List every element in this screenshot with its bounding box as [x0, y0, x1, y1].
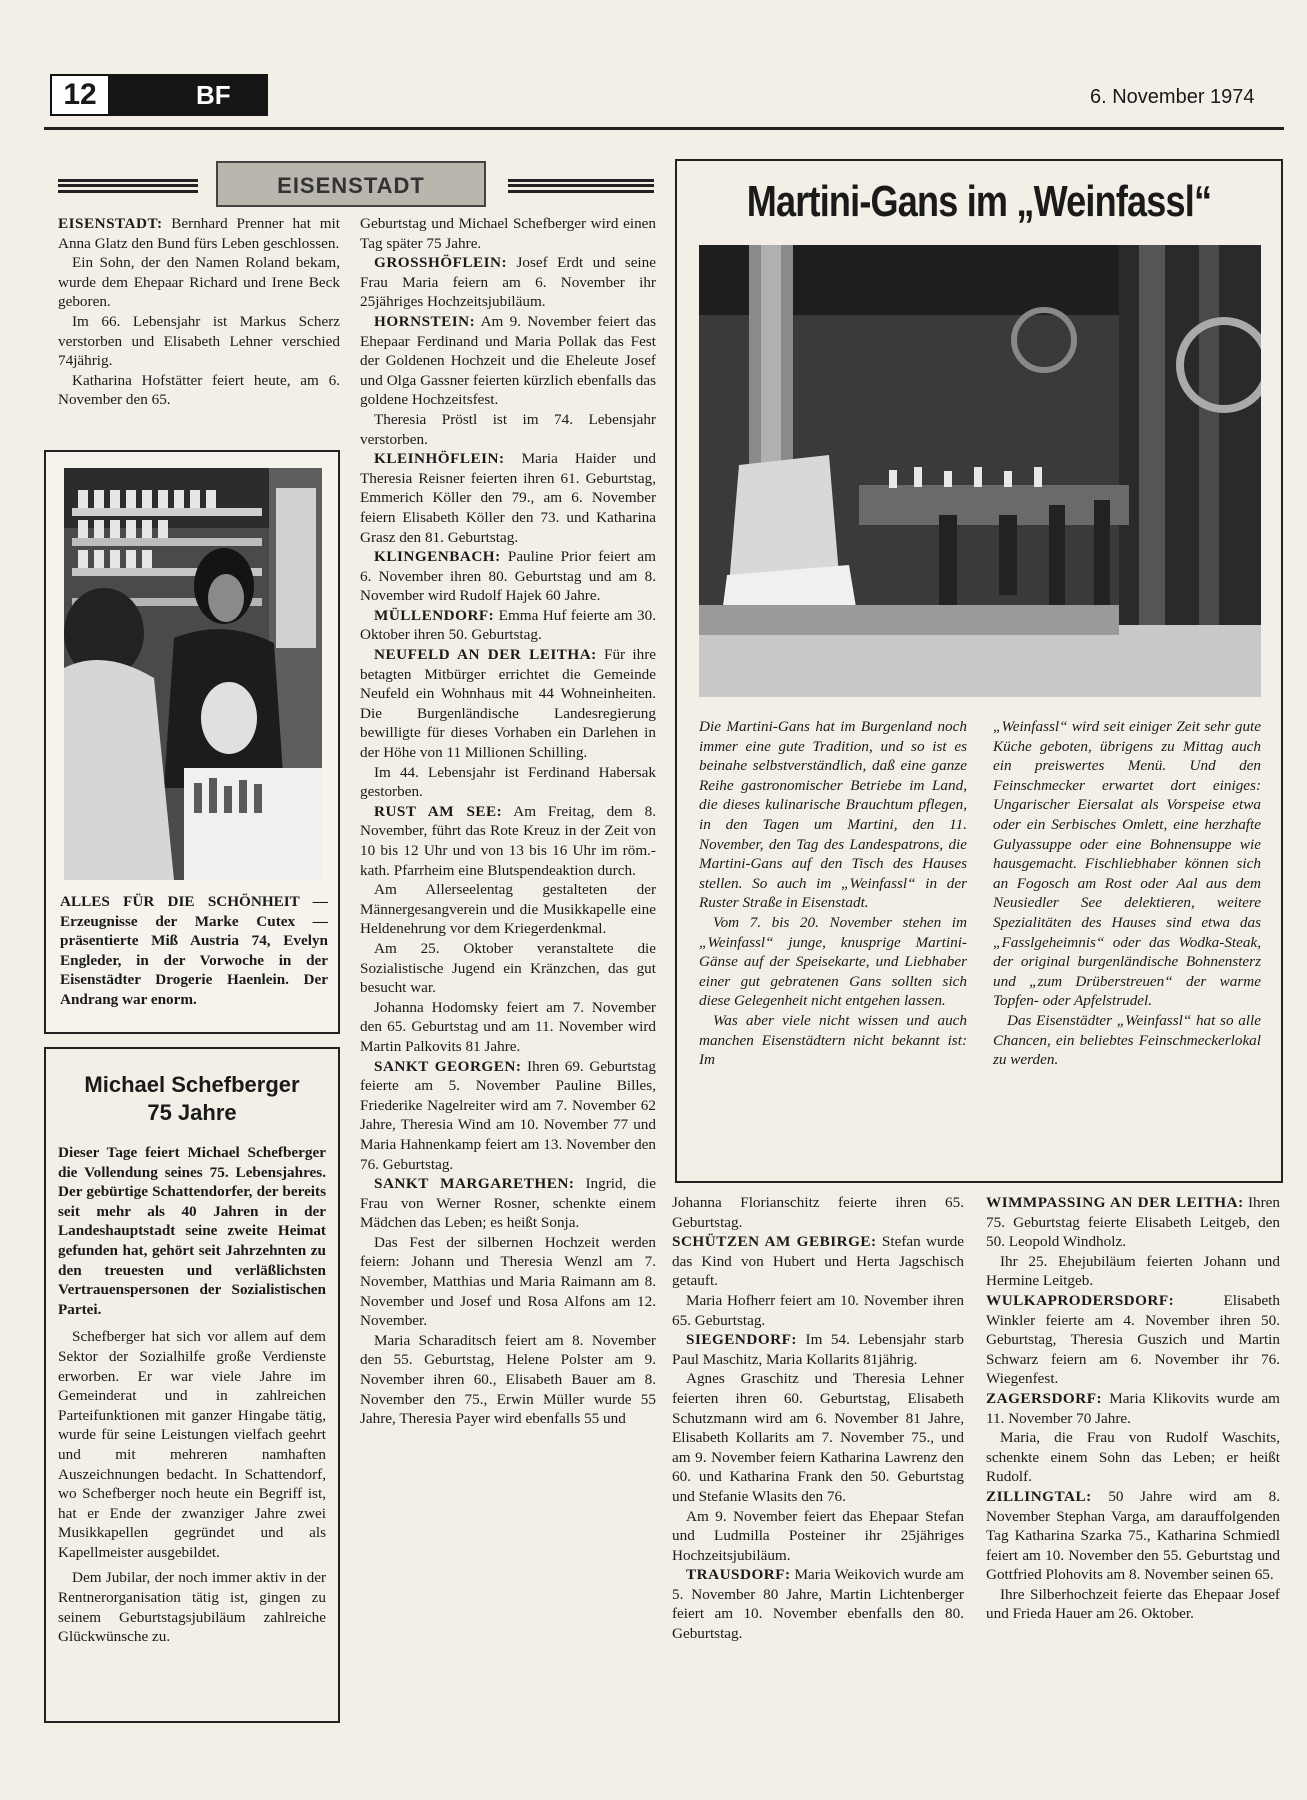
- weinfassl-photo: [699, 245, 1261, 697]
- article-paragraph: Theresia Pröstl ist im 74. Lebensjahr verstorben.: [360, 410, 656, 448]
- drogerie-photo-box: [44, 450, 340, 1034]
- article-paragraph: SANKT GEORGEN: Ihren 69. Geburtstag feierte am 5. November Pauline Billes, Friederike Nagelreiter wird am 7. November 62 Jahre, Theresia Wind am 10. November 77 und Maria Hahnenkamp feiert am 13. November den 76. Geburtstag.: [360, 1057, 656, 1173]
- article-paragraph: WIMMPASSING AN DER LEITHA: Ihren 75. Geburtstag feierte Elisabeth Leitgeb, den 50. Leopold Windholz.: [986, 1194, 1280, 1251]
- article-paragraph: MÜLLENDORF: Emma Huf feierte am 30. Oktober ihren 50. Geburtstag.: [360, 606, 656, 644]
- article-paragraph: ZILLINGTAL: 50 Jahre wird am 8. November Stephan Varga, am darauffolgenden Tag Katharina Szarka 75., Katharina Schmiedl feiert am 10. November den 55. Geburtstag und Gottfried Plohovits am 8. November seinen 65.: [986, 1487, 1280, 1584]
- article-paragraph: Maria Scharaditsch feiert am 8. November den 55. Geburtstag, Helene Polster am 9. November ihren 60., Elisabeth Bauer am 8. November den 75., Erwin Müller wurde 55 Jahre, Theresia Payer wird ebenfalls 55 und: [360, 1331, 656, 1428]
- article-paragraph: Johanna Hodomsky feiert am 7. November den 65. Geburtstag und am 11. November wird Martin Palkovits 81 Jahre.: [360, 998, 656, 1055]
- schefberger-headline: [58, 1071, 326, 1127]
- issue-date: 6. November 1974: [1090, 86, 1255, 108]
- article-paragraph: Ihre Silberhochzeit feierte das Ehepaar Josef und Frieda Hauer am 26. Oktober.: [986, 1585, 1280, 1623]
- article-paragraph: EISENSTADT: Bernhard Prenner hat mit Anna Glatz den Bund fürs Leben geschlossen.: [58, 215, 340, 252]
- drogerie-photo-caption: ALLES FÜR DIE SCHÖNHEIT — Erzeugnisse der Marke Cutex — präsentierte Miß Austria 74, Evelyn Engleder, in der Vorwoche in der Eisenstädter Drogerie Haenlein. Der Andrang war enorm.: [60, 893, 328, 1008]
- article-paragraph: KLINGENBACH: Pauline Prior feiert am 6. November ihren 80. Geburtstag und am 8. November wird Rudolf Hajek 60 Jahre.: [360, 548, 656, 605]
- region-label: EISENSTADT: [216, 161, 486, 207]
- article-paragraph: Katharina Hofstätter feiert heute, am 6. November den 65.: [58, 371, 340, 409]
- weinfassl-right-column: [993, 717, 1261, 1070]
- schefberger-lead: Dieser Tage feiert Michael Schefberger die Vollendung seines 75. Lebensjahres. Der gebürtige Schattendorfer, der bereits seit mehr als 40 Jahren in der Landeshauptstadt seine zweite Heimat gefunden hat, gehört seit Jahrzehnten zu den treuesten und verläßlichsten Vertrauenspersonen der Sozialistischen Partei.: [58, 1144, 326, 1318]
- column-3-text: [672, 1193, 964, 1644]
- drogerie-photo: [64, 468, 322, 880]
- schefberger-article-box: [44, 1047, 340, 1723]
- article-paragraph: Am Allerseelentag gestalteten der Männergesangverein und die Musikkapelle eine Heldenehrung vor dem Kriegerdenkmal.: [360, 881, 656, 938]
- article-paragraph: Johanna Florianschitz feierte ihren 65. Geburtstag.: [672, 1194, 964, 1231]
- weinfassl-paragraph: Was aber viele nicht wissen und auch manchen Eisenstädtern nicht bekannt ist: Im: [699, 1011, 967, 1069]
- weinfassl-paragraph: „Weinfassl“ wird seit einiger Zeit sehr gute Küche geboten, übrigens zu Mittag auch ein preiswertes Menü. Und den Feinschmecker erwartet dort einiges: Ungarischer Eiersalat als Vorspeise etwa oder ein Serbisches Omlett, eine herzhafte Gulyassuppe oder eine Bohnensuppe wie hausgemacht. Fischliebhaber können sich an Fogosch am Rost oder Aal aus dem Neusiedler See delektieren, weitere Spezialitäten des Hauses sind etwa das „Fasslgeheimnis“ oder das Wodka-Steak, der original burgenländische Bohnensterz und „zum Drüberstreuen“ der warme Topfen- oder Apfelstrudel.: [993, 718, 1261, 1010]
- header-rule: [44, 127, 1284, 130]
- article-paragraph: TRAUSDORF: Maria Weikovich wurde am 5. November 80 Jahre, Martin Lichtenberger feiert am 10. November ebenfalls den 80. Geburtstag.: [672, 1566, 964, 1643]
- schefberger-headline-line-1: Michael Schefberger: [84, 1072, 300, 1097]
- weinfassl-photo-image: [699, 245, 1261, 697]
- schefberger-paragraph: Dem Jubilar, der noch immer aktiv in der Rentnerorganisation tätig ist, gingen zu seinem Geburtstagsjubiläum zahlreiche Glückwünsche zu.: [58, 1569, 326, 1646]
- column-4-text: [986, 1193, 1280, 1624]
- article-paragraph: SIEGENDORF: Im 54. Lebensjahr starb Paul Maschitz, Maria Kollarits 81jährig.: [672, 1331, 964, 1368]
- article-paragraph: Maria, die Frau von Rudolf Waschits, schenkte einem Sohn das Leben; er heißt Rudolf.: [986, 1429, 1280, 1486]
- weinfassl-paragraph: Vom 7. bis 20. November stehen im „Weinfassl“ junge, knusprige Martini-Gänse auf der Speisekarte, und Liebhaber einer gut gebratenen Gans sollten sich diese Gelegenheit nicht entgehen lassen.: [699, 913, 967, 1010]
- article-paragraph: Im 66. Lebensjahr ist Markus Scherz verstorben und Elisabeth Lehner verschied 74jährig.: [58, 312, 340, 370]
- article-paragraph: Maria Hofherr feiert am 10. November ihren 65. Geburtstag.: [672, 1291, 964, 1329]
- article-paragraph: NEUFELD AN DER LEITHA: Für ihre betagten Mitbürger errichtet die Gemeinde Neufeld ein Wohnhaus mit 44 Wohneinheiten. Die Burgenländische Landesregierung bewilligte für dieses Vorhaben ein Darlehen in der Höhe von 11 Millionen Schilling.: [360, 646, 656, 762]
- article-paragraph: Das Fest der silbernen Hochzeit werden feiern: Johann und Theresia Wenzl am 7. November, Matthias und Maria Raimann am 8. November und Josef und Rosa Alfons am 12. November.: [360, 1233, 656, 1330]
- article-paragraph: Am 25. Oktober veranstaltete die Sozialistische Jugend ein Kränzchen, das gut besucht war.: [360, 939, 656, 997]
- article-paragraph: HORNSTEIN: Am 9. November feiert das Ehepaar Ferdinand und Maria Pollak das Fest der Goldenen Hochzeit und die Eheleute Josef und Olga Gassner feierten kürzlich ebenfalls das goldene Hochzeitsfest.: [360, 312, 656, 409]
- section-label: BF: [108, 74, 268, 116]
- column-2-text: [360, 214, 656, 1429]
- article-paragraph: Ein Sohn, der den Namen Roland bekam, wurde dem Ehepaar Richard und Irene Beck geboren.: [58, 254, 340, 311]
- schefberger-paragraph: Schefberger hat sich vor allem auf dem Sektor der Sozialhilfe große Verdienste erworben. Er war viele Jahre im Gemeinderat und in zahlreichen Parteifunktionen mit ganzer Hingabe tätig, wurde für seine Leistungen vielfach geehrt und mit mehreren namhaften Auszeichnungen bedacht. In Schattendorf, wo Schefberger noch heute ein Begriff ist, hat er Ende der zwanziger Jahre zwei Musikkapellen gegründet und als Kapellmeister ausgebildet.: [58, 1328, 326, 1561]
- article-paragraph: Ihr 25. Ehejubiläum feierten Johann und Hermine Leitgeb.: [986, 1252, 1280, 1290]
- schefberger-headline-line-2: 75 Jahre: [147, 1100, 237, 1125]
- article-paragraph: RUST AM SEE: Am Freitag, dem 8. November, führt das Rote Kreuz in der Zeit von 10 bis 12 Uhr und von 13 bis 16 Uhr im röm.-kath. Pfarrheim eine Blutspendeaktion durch.: [360, 802, 656, 879]
- banner-rule-right: [508, 179, 654, 193]
- article-paragraph: Im 44. Lebensjahr ist Ferdinand Habersak gestorben.: [360, 763, 656, 801]
- column-1-text: [58, 214, 340, 410]
- article-paragraph: Am 9. November feiert das Ehepaar Stefan und Ludmilla Posteiner ihr 25jähriges Hochzeitsjubiläum.: [672, 1507, 964, 1564]
- weinfassl-article-box: [675, 159, 1283, 1183]
- weinfassl-left-column: [699, 717, 967, 1070]
- article-paragraph: GROSSHÖFLEIN: Josef Erdt und seine Frau Maria feiern am 6. November ihr 25jähriges Hochzeitsjubiläum.: [360, 254, 656, 311]
- article-paragraph: ZAGERSDORF: Maria Klikovits wurde am 11. November 70 Jahre.: [986, 1389, 1280, 1427]
- weinfassl-paragraph: Die Martini-Gans hat im Burgenland noch immer eine gute Tradition, und so ist es beinahe selbstverständlich, daß eine ganze Reihe gastronomischer Betriebe im Land, die dieses kulinarische Brauchtum pflegen, in den Tagen um Martini, den 11. November, den Tag des Landespatrons, die Martini-Gans auf den Tisch des Hauses stellen. So auch im „Weinfassl“ in der Ruster Straße in Eisenstadt.: [699, 718, 967, 912]
- article-paragraph: KLEINHÖFLEIN: Maria Haider und Theresia Reisner feierten ihren 61. Geburtstag, Emmerich Köller den 79., am 6. November feiern Elisabeth Köller den 73. und Katharina Grasz den 81. Geburtstag.: [360, 450, 656, 546]
- article-paragraph: Geburtstag und Michael Schefberger wird einen Tag später 75 Jahre.: [360, 215, 656, 252]
- page-number: 12: [50, 74, 110, 116]
- banner-rule-left: [58, 179, 198, 193]
- article-paragraph: SCHÜTZEN AM GEBIRGE: Stefan wurde das Kind von Hubert und Herta Jagschisch getauft.: [672, 1233, 964, 1290]
- drogerie-photo-image: [64, 468, 322, 880]
- weinfassl-headline: Martini-Gans im „Weinfassl“: [746, 177, 1212, 226]
- article-paragraph: WULKAPRODERSDORF: Elisabeth Winkler feierte am 4. November ihren 50. Geburtstag, Theresia Guszich und Martin Schwarz feiern am 6. November ihr 76. Wiegenfest.: [986, 1291, 1280, 1388]
- article-paragraph: Agnes Graschitz und Theresia Lehner feierten ihren 60. Geburtstag, Elisabeth Schutzmann wird am 6. November 81 Jahre, Elisabeth Kollarits am 7. November 75., und am 9. November feiern Katharina Lawrenz den 60. und Katharina Frank den 50. Geburtstag und Stefanie Wlasits den 76.: [672, 1370, 964, 1505]
- article-paragraph: SANKT MARGARETHEN: Ingrid, die Frau von Werner Rosner, schenkte einem Mädchen das Leben; es heißt Sonja.: [360, 1175, 656, 1232]
- weinfassl-paragraph: Das Eisenstädter „Weinfassl“ hat so alle Chancen, ein beliebtes Feinschmeckerlokal zu werden.: [993, 1011, 1261, 1069]
